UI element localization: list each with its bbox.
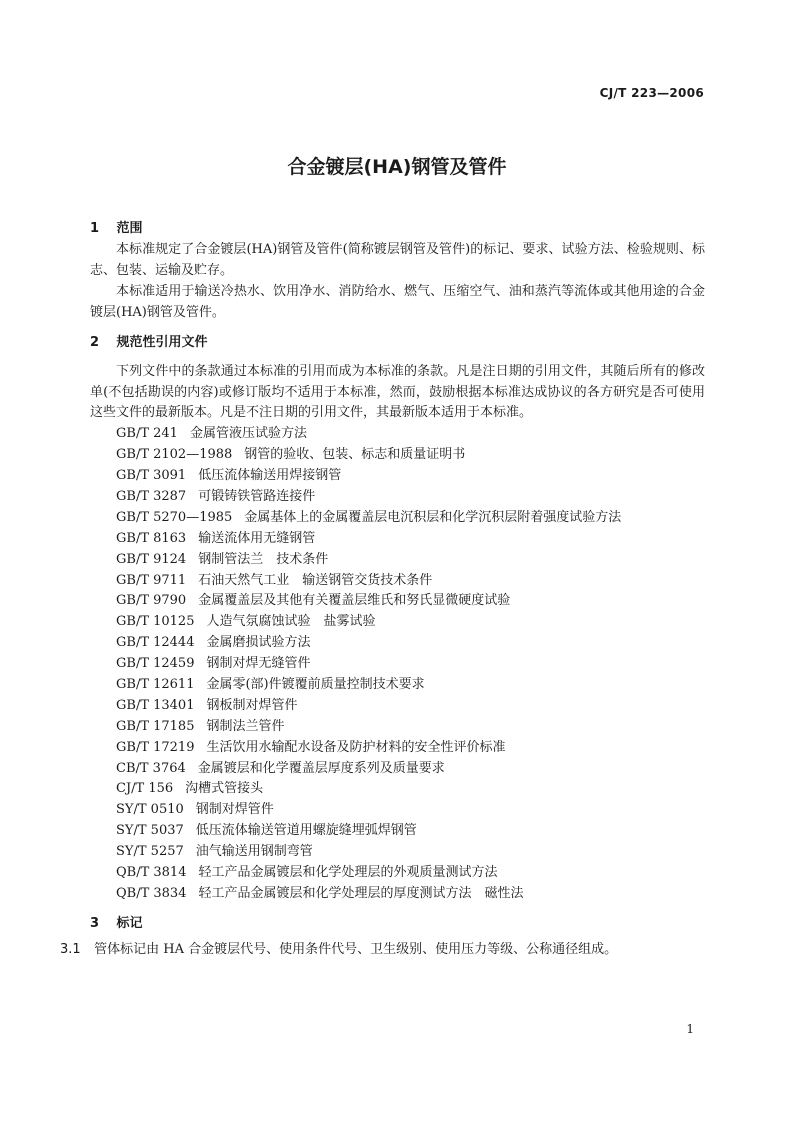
scope-paragraph-2: 本标准适用于输送冷热水、饮用净水、消防给水、燃气、压缩空气、油和蒸汽等流体或其他用途的合金镀层(HA)钢管及管件。 (90, 283, 705, 320)
reference-title: 金属管液压试验方法 (189, 426, 307, 442)
reference-list (90, 424, 705, 904)
reference-title: 钢制法兰管件 (206, 718, 285, 734)
reference-title: 输送流体用无缝钢管 (198, 530, 316, 546)
reference-item (90, 508, 705, 529)
reference-item (90, 738, 705, 759)
reference-title: 油气输送用钢制弯管 (195, 844, 313, 860)
reference-item (90, 571, 705, 592)
reference-title: 可锻铸铁管路连接件 (198, 489, 316, 505)
reference-title: 石油天然气工业 输送钢管交货技术条件 (198, 572, 433, 588)
section-heading-3 (90, 913, 705, 935)
reference-code: QB/T 3814 (116, 865, 187, 881)
reference-code: CJ/T 156 (116, 781, 174, 797)
reference-item (90, 884, 705, 905)
reference-title: 金属零(部)件镀覆前质量控制技术要求 (206, 677, 425, 693)
reference-item (90, 633, 705, 654)
reference-item (90, 445, 705, 466)
reference-item (90, 779, 705, 800)
reference-title: 生活饮用水输配水设备及防护材料的安全性评价标准 (206, 739, 506, 755)
section-heading-1 (90, 218, 705, 240)
reference-title: 钢管的验收、包装、标志和质量证明书 (244, 447, 466, 463)
reference-code: GB/T 3091 (116, 468, 187, 484)
reference-code: GB/T 241 (116, 426, 178, 442)
section-number: 1 (90, 221, 100, 236)
reference-code: GB/T 17219 (116, 739, 195, 755)
reference-item (90, 529, 705, 550)
reference-item (90, 675, 705, 696)
reference-item (90, 800, 705, 821)
reference-code: GB/T 12459 (116, 656, 195, 672)
reference-item (90, 821, 705, 842)
reference-title: 金属磨损试验方法 (206, 635, 311, 651)
reference-title: 低压流体输送用焊接钢管 (198, 468, 342, 484)
reference-code: GB/T 13401 (116, 697, 195, 713)
reference-code: GB/T 10125 (116, 614, 195, 630)
reference-code: GB/T 12444 (116, 635, 195, 651)
reference-code: GB/T 8163 (116, 530, 187, 546)
reference-title: 金属镀层和化学覆盖层厚度系列及质量要求 (197, 760, 445, 776)
reference-title: 钢板制对焊管件 (206, 697, 298, 713)
reference-item (90, 654, 705, 675)
section-number: 3 (90, 915, 100, 931)
reference-code: CB/T 3764 (116, 760, 186, 776)
reference-code: GB/T 12611 (116, 677, 195, 693)
reference-title: 金属覆盖层及其他有关覆盖层维氏和努氏显微硬度试验 (198, 593, 511, 609)
reference-item (90, 550, 705, 571)
reference-code: GB/T 9790 (116, 593, 187, 609)
reference-title: 钢制对焊管件 (195, 802, 274, 818)
document-body (60, 218, 705, 961)
reference-item (90, 424, 705, 445)
reference-item (90, 591, 705, 612)
reference-item (90, 842, 705, 863)
reference-item (90, 466, 705, 487)
reference-item (90, 759, 705, 780)
reference-code: QB/T 3834 (116, 885, 187, 901)
references-intro: 下列文件中的条款通过本标准的引用而成为本标准的条款。凡是注日期的引用文件，其随后所有的修改单(不包括勘误的内容)或修订版均不适用于本标准，然而，鼓励根据本标准达成协议的各方研究是否可使用这些文件的最新版本。凡是不注日期的引用文件，其最新版本适用于本标准。 (90, 363, 705, 421)
standard-code: CJ/T 223—2006 (599, 86, 704, 100)
section-title: 范围 (116, 221, 143, 236)
reference-title: 低压流体输送管道用螺旋缝埋弧焊钢管 (195, 823, 417, 839)
subsection-text: 管体标记由 HA 合金镀层代号、使用条件代号、卫生级别、使用压力等级、公称通径组成。 (94, 941, 618, 957)
reference-title: 钢制对焊无缝管件 (206, 656, 311, 672)
reference-item (90, 612, 705, 633)
reference-title: 金属基体上的金属覆盖层电沉积层和化学沉积层附着强度试验方法 (244, 509, 622, 525)
reference-title: 沟槽式管接头 (185, 781, 264, 797)
scope-paragraph-1: 本标准规定了合金镀层(HA)钢管及管件(简称镀层钢管及管件)的标记、要求、试验方法、检验规则、标志、包装、运输及贮存。 (90, 242, 705, 278)
subsection-number: 3.1 (60, 941, 81, 957)
reference-item (90, 696, 705, 717)
section-title: 标记 (116, 915, 143, 931)
reference-code: GB/T 9711 (116, 572, 187, 588)
reference-code: GB/T 17185 (116, 718, 195, 734)
reference-code: GB/T 2102—1988 (116, 447, 233, 463)
page-number: 1 (686, 1022, 694, 1036)
section-title: 规范性引用文件 (116, 334, 208, 350)
document-title: 合金镀层(HA)钢管及管件 (287, 156, 507, 178)
subsection-3-1 (60, 939, 705, 961)
reference-code: SY/T 5037 (116, 823, 184, 839)
reference-title: 轻工产品金属镀层和化学处理层的厚度测试方法 磁性法 (198, 885, 524, 901)
reference-title: 轻工产品金属镀层和化学处理层的外观质量测试方法 (198, 865, 498, 881)
reference-code: SY/T 0510 (116, 802, 184, 818)
reference-code: SY/T 5257 (116, 844, 184, 860)
reference-code: GB/T 5270—1985 (116, 509, 233, 525)
reference-title: 人造气氛腐蚀试验 盐雾试验 (206, 614, 376, 630)
reference-item (90, 863, 705, 884)
reference-item (90, 487, 705, 508)
section-heading-2 (90, 332, 705, 354)
section-number: 2 (90, 334, 100, 350)
reference-code: GB/T 9124 (116, 551, 187, 567)
reference-item (90, 717, 705, 738)
reference-title: 钢制管法兰 技术条件 (198, 551, 329, 567)
reference-code: GB/T 3287 (116, 489, 187, 505)
